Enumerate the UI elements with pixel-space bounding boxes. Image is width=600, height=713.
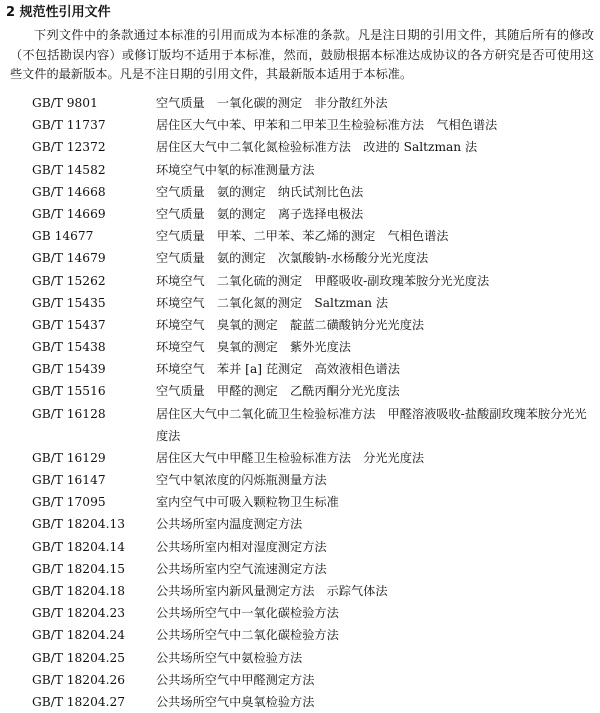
reference-item (0, 380, 600, 402)
reference-title: 居住区大气中二氧化硫卫生检验标准方法 甲醛溶液吸收-盐酸副玫瑰苯胺分光光度法 (156, 406, 587, 443)
reference-item (0, 403, 600, 447)
reference-item (0, 247, 600, 269)
reference-item (0, 136, 600, 158)
reference-code: GB/T 15438 (32, 340, 106, 355)
reference-item (0, 447, 600, 469)
reference-item (0, 558, 600, 580)
reference-title: 公共场所室内空气流速测定方法 (156, 561, 327, 576)
reference-item (0, 536, 600, 558)
reference-list (0, 92, 600, 713)
reference-title: 公共场所空气中氨检验方法 (156, 650, 303, 665)
reference-item (0, 624, 600, 646)
reference-item (0, 225, 600, 247)
reference-code: GB/T 16129 (32, 450, 106, 465)
reference-item (0, 647, 600, 669)
reference-title: 环境空气 苯并 [a] 芘测定 高效液相色谱法 (156, 362, 400, 377)
reference-item (0, 602, 600, 624)
section-number: 2 (6, 5, 16, 20)
reference-item (0, 580, 600, 602)
reference-item (0, 270, 600, 292)
intro-paragraph: 下列文件中的条款通过本标准的引用而成为本标准的条款。凡是注日期的引用文件，其随后所有的修改（不包括勘误内容）或修订版均不适用于本标准，然而，鼓励根据本标准达成协议的各方研究是否可使用这些文件的最新版本。凡是不注日期的引用文件，其最新版本适用于本标准。 (10, 28, 594, 81)
reference-title: 空气中氡浓度的闪烁瓶测量方法 (156, 473, 327, 487)
reference-title: 公共场所室内温度测定方法 (156, 517, 303, 532)
reference-item (0, 691, 600, 713)
reference-item (0, 292, 600, 314)
reference-item (0, 669, 600, 691)
reference-title: 公共场所室内相对湿度测定方法 (156, 539, 327, 554)
reference-code: GB/T 16147 (32, 473, 106, 487)
reference-title: 公共场所室内新风量测定方法 示踪气体法 (156, 583, 388, 598)
section-title: 规范性引用文件 (19, 5, 111, 20)
reference-title: 空气质量 氨的测定 离子选择电极法 (156, 206, 364, 221)
reference-code: GB/T 15437 (32, 317, 106, 332)
reference-code: GB/T 18204.25 (32, 650, 125, 665)
reference-code: GB/T 14582 (32, 162, 106, 177)
reference-title: 居住区大气中苯、甲苯和二甲苯卫生检验标准方法 气相色谱法 (156, 118, 498, 133)
reference-item (0, 491, 600, 513)
reference-item (0, 336, 600, 358)
reference-code: GB 14677 (32, 229, 94, 244)
reference-item (0, 114, 600, 136)
reference-code: GB/T 15516 (32, 384, 106, 399)
reference-title: 空气质量 氨的测定 次氯酸钠-水杨酸分光光度法 (156, 251, 429, 266)
reference-code: GB/T 18204.14 (32, 539, 125, 554)
reference-code: GB/T 14669 (32, 206, 106, 221)
reference-code: GB/T 16128 (32, 406, 106, 421)
reference-title: 环境空气 二氧化氮的测定 Saltzman 法 (156, 295, 389, 310)
reference-title: 空气质量 氨的测定 纳氏试剂比色法 (156, 184, 364, 199)
reference-title: 公共场所空气中臭氧检验方法 (156, 694, 315, 709)
reference-code: GB/T 15439 (32, 362, 106, 377)
reference-title: 居住区大气中甲醛卫生检验标准方法 分光光度法 (156, 450, 425, 465)
reference-code: GB/T 12372 (32, 140, 106, 155)
reference-code: GB/T 15435 (32, 295, 106, 310)
section-heading (6, 3, 111, 23)
reference-title: 空气质量 甲醛的测定 乙酰丙酮分光光度法 (156, 384, 400, 399)
reference-code: GB/T 9801 (32, 96, 98, 110)
reference-title: 居住区大气中二氧化氮检验标准方法 改进的 Saltzman 法 (156, 140, 478, 155)
reference-title: 空气质量 甲苯、二甲苯、苯乙烯的测定 气相色谱法 (156, 229, 449, 244)
reference-code: GB/T 17095 (32, 495, 106, 510)
reference-code: GB/T 15262 (32, 273, 106, 288)
reference-code: GB/T 18204.24 (32, 628, 125, 643)
reference-item (0, 92, 600, 114)
reference-item (0, 181, 600, 203)
reference-code: GB/T 18204.15 (32, 561, 125, 576)
reference-title: 公共场所空气中二氧化碳检验方法 (156, 628, 339, 643)
reference-item (0, 314, 600, 336)
reference-code: GB/T 18204.18 (32, 583, 125, 598)
reference-title: 环境空气中氡的标准测量方法 (156, 162, 315, 177)
reference-code: GB/T 18204.27 (32, 694, 125, 709)
reference-item (0, 203, 600, 225)
reference-item (0, 469, 600, 491)
reference-title: 公共场所空气中一氧化碳检验方法 (156, 606, 339, 621)
reference-code: GB/T 14668 (32, 184, 106, 199)
reference-code: GB/T 11737 (32, 118, 106, 133)
reference-item (0, 513, 600, 535)
reference-code: GB/T 14679 (32, 251, 106, 266)
reference-title: 环境空气 臭氧的测定 紫外光度法 (156, 340, 351, 355)
reference-title: 环境空气 臭氧的测定 靛蓝二磺酸钠分光光度法 (156, 317, 425, 332)
reference-title: 空气质量 一氧化碳的测定 非分散红外法 (156, 96, 388, 110)
reference-item (0, 358, 600, 380)
reference-code: GB/T 18204.26 (32, 672, 125, 687)
reference-item (0, 159, 600, 181)
reference-title: 公共场所空气中甲醛测定方法 (156, 672, 315, 687)
reference-title: 环境空气 二氧化硫的测定 甲醛吸收-副玫瑰苯胺分光光度法 (156, 273, 490, 288)
reference-code: GB/T 18204.23 (32, 606, 125, 621)
reference-code: GB/T 18204.13 (32, 517, 125, 532)
reference-title: 室内空气中可吸入颗粒物卫生标准 (156, 495, 339, 510)
